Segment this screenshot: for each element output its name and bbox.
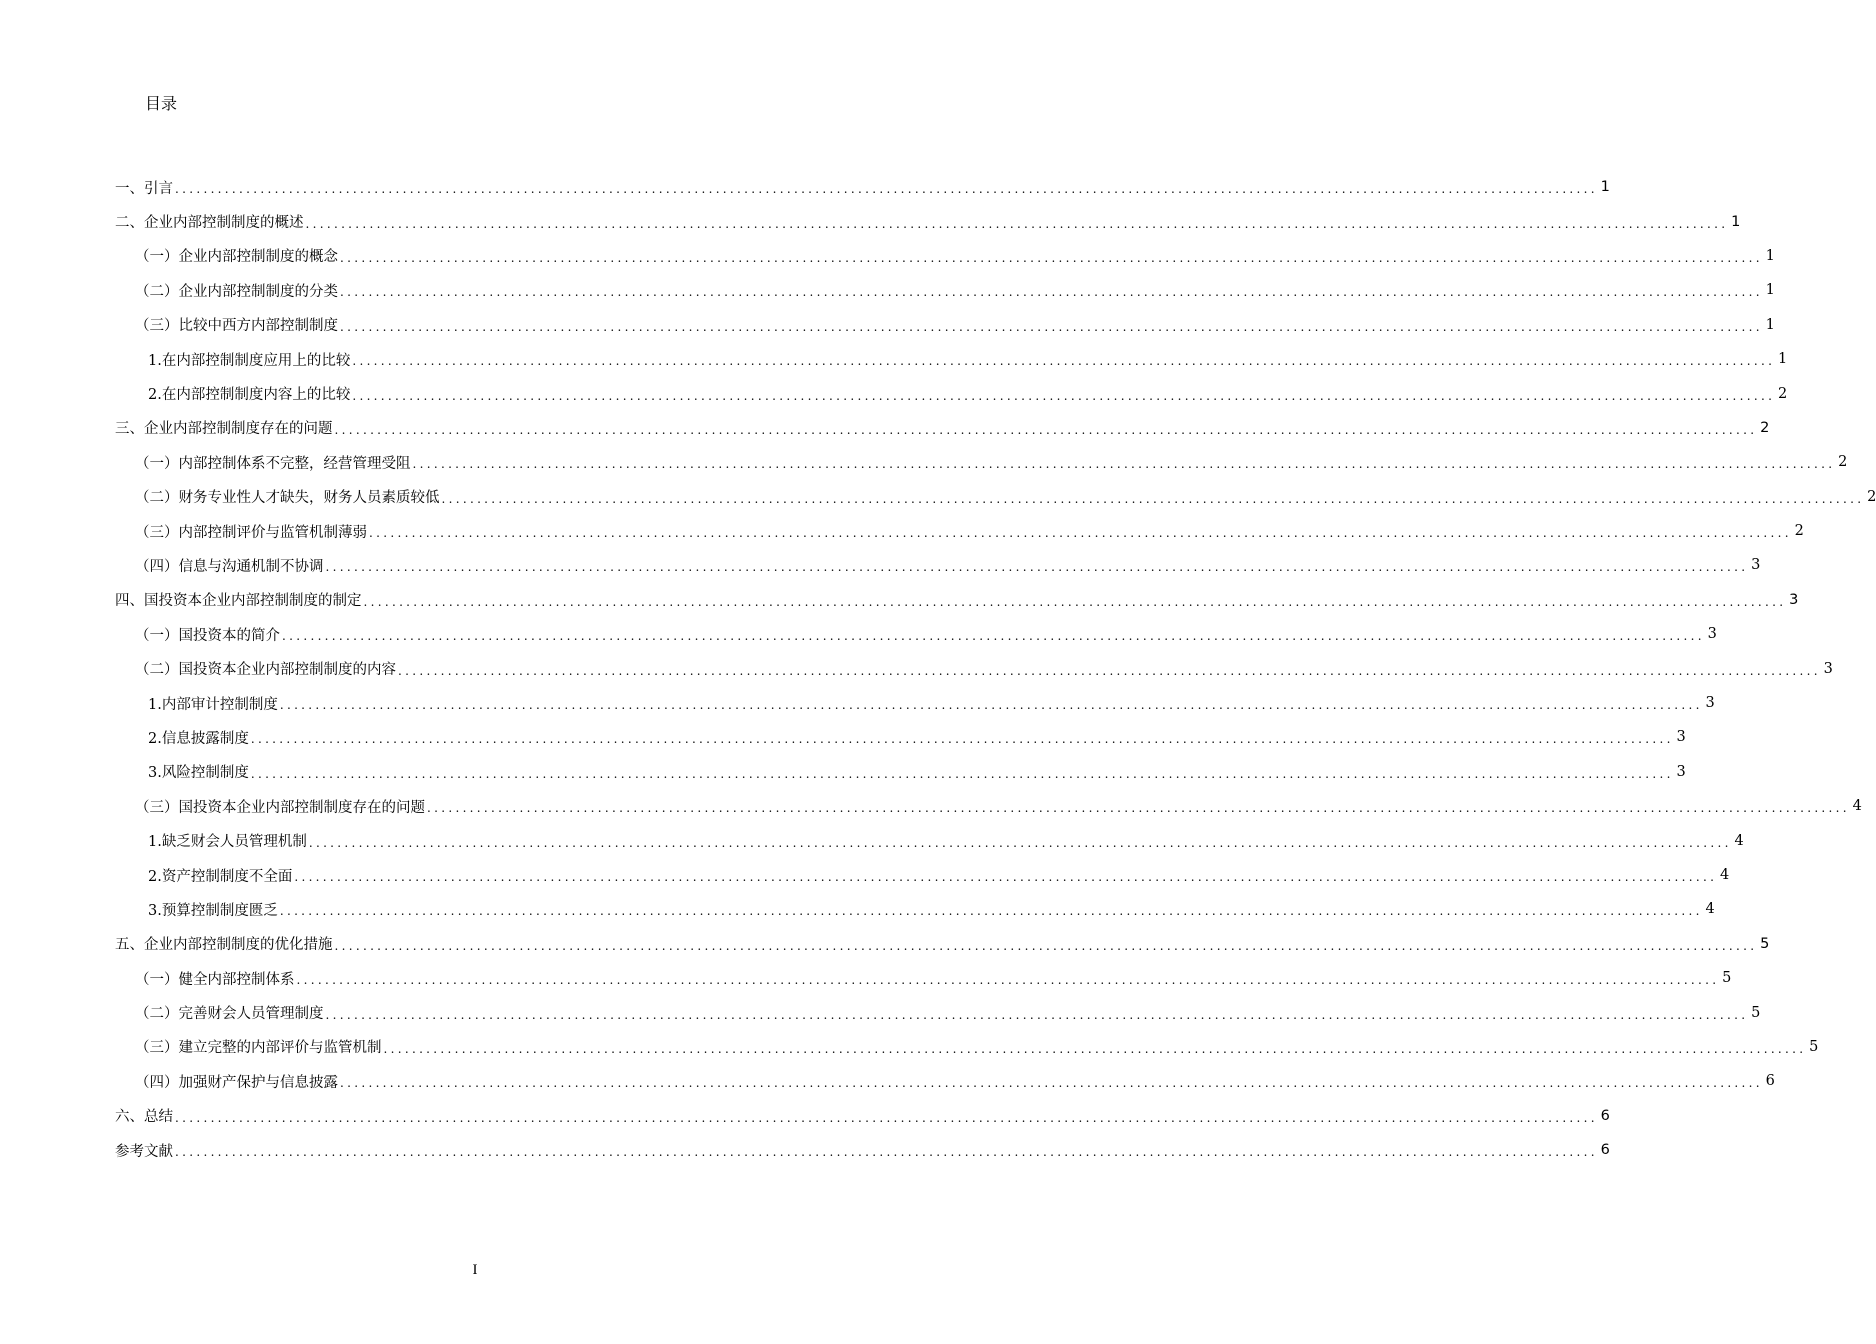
toc-entry[interactable]: [0, 617, 1717, 651]
toc-entry-title: 2.资产控制制度不全面: [148, 868, 293, 885]
toc-entry[interactable]: [0, 1030, 1819, 1064]
toc-dot-leader: ........................................................................................................................................................................................................: [363, 594, 1787, 609]
toc-entry[interactable]: [0, 204, 1741, 238]
toc-dot-leader: ........................................................................................................................................................................................................: [296, 973, 1720, 988]
toc-entry[interactable]: [0, 686, 1715, 720]
toc-entry[interactable]: [0, 927, 1770, 961]
toc-dot-leader: ........................................................................................................................................................................................................: [352, 354, 1776, 369]
toc-entry-title: （四）加强财产保护与信息披露: [135, 1074, 338, 1091]
toc-entry-title: 一、引言: [115, 180, 173, 197]
toc-entry[interactable]: [0, 583, 1799, 617]
toc-entry[interactable]: [0, 1099, 1610, 1133]
toc-entry-page-number: 1: [1765, 282, 1775, 299]
toc-entry-title: 3.风险控制制度: [148, 765, 249, 782]
toc-dot-leader: ........................................................................................................................................................................................................: [294, 870, 1718, 884]
toc-entry[interactable]: [0, 273, 1775, 307]
toc-entry[interactable]: [0, 514, 1804, 548]
toc-dot-leader: ........................................................................................................................................................................................................: [175, 1110, 1598, 1125]
toc-entry-page-number: 2: [1760, 419, 1770, 436]
toc-entry-page-number: 4: [1852, 798, 1862, 815]
toc-dot-leader: ........................................................................................................................................................................................................: [340, 1076, 1763, 1091]
toc-entry-title: 三、企业内部控制制度存在的问题: [115, 421, 333, 438]
toc-entry-page-number: 2: [1794, 523, 1804, 540]
toc-entry-title: （三）内部控制评价与监管机制薄弱: [135, 524, 367, 541]
toc-entry-title: 四、国投资本企业内部控制制度的制定: [115, 593, 362, 610]
toc-entry-title: 2.信息披露制度: [148, 730, 249, 747]
toc-entry[interactable]: [0, 1064, 1775, 1098]
toc-entry[interactable]: [0, 480, 1876, 514]
toc-entry-page-number: 1: [1765, 247, 1775, 264]
toc-entry[interactable]: [0, 170, 1610, 204]
toc-dot-leader: ........................................................................................................................................................................................................: [279, 904, 1703, 919]
toc-entry-title: 1.在内部控制制度应用上的比较: [148, 352, 351, 369]
toc-entry-title: （三）建立完整的内部评价与监管机制: [135, 1040, 382, 1057]
toc-entry-page-number: 6: [1765, 1073, 1775, 1090]
toc-entry-title: （一）健全内部控制体系: [135, 971, 295, 988]
toc-dot-leader: ........................................................................................................................................................................................................: [383, 1041, 1807, 1056]
toc-entry[interactable]: [0, 445, 1848, 479]
toc-dot-leader: ........................................................................................................................................................................................................: [441, 491, 1865, 506]
toc-heading: 目录: [145, 94, 178, 113]
toc-entry-page-number: 4: [1705, 901, 1715, 918]
toc-dot-leader: ........................................................................................................................................................................................................: [352, 388, 1776, 403]
toc-entry-page-number: 3: [1705, 695, 1715, 712]
toc-entry-page-number: 2: [1778, 385, 1788, 402]
toc-entry-title: 3.预算控制制度匮乏: [148, 902, 278, 919]
toc-entry[interactable]: [0, 823, 1744, 857]
toc-dot-leader: ........................................................................................................................................................................................................: [282, 629, 1705, 644]
toc-entry-page-number: 4: [1720, 867, 1730, 883]
toc-entry-page-number: 2: [1867, 488, 1876, 505]
toc-entry-title: 1.内部审计控制制度: [148, 696, 278, 713]
toc-entry-title: （二）完善财会人员管理制度: [135, 1006, 324, 1023]
toc-dot-leader: ........................................................................................................................................................................................................: [175, 1145, 1598, 1160]
toc-entry[interactable]: [0, 342, 1788, 376]
toc-entry[interactable]: [0, 1133, 1610, 1167]
toc-entry-title: （一）内部控制体系不完整，经营管理受阻: [135, 455, 411, 472]
toc-dot-leader: ........................................................................................................................................................................................................: [325, 560, 1749, 575]
toc-entry[interactable]: [0, 858, 1730, 892]
toc-entry-page-number: 1: [1600, 179, 1610, 196]
toc-dot-leader: ........................................................................................................................................................................................................: [305, 216, 1729, 231]
toc-entry[interactable]: [0, 376, 1788, 410]
toc-dot-leader: ........................................................................................................................................................................................................: [308, 835, 1732, 850]
toc-entry[interactable]: [0, 755, 1686, 789]
toc-entry[interactable]: [0, 961, 1732, 995]
toc-entry-title: （四）信息与沟通机制不协调: [135, 558, 324, 575]
toc-dot-leader: ........................................................................................................................................................................................................: [427, 801, 1850, 816]
toc-entry[interactable]: [0, 789, 1862, 823]
toc-entry-page-number: 3: [1676, 763, 1686, 780]
table-of-contents: [0, 170, 1876, 1167]
toc-dot-leader: ........................................................................................................................................................................................................: [325, 1007, 1749, 1022]
toc-dot-leader: ........................................................................................................................................................................................................: [369, 526, 1792, 541]
toc-entry[interactable]: [0, 651, 1833, 685]
toc-entry[interactable]: [0, 995, 1761, 1029]
toc-entry-title: （三）比较中西方内部控制制度: [135, 318, 338, 335]
toc-dot-leader: ........................................................................................................................................................................................................: [412, 457, 1836, 472]
toc-entry-page-number: 4: [1734, 832, 1744, 849]
toc-dot-leader: ........................................................................................................................................................................................................: [250, 732, 1674, 747]
toc-entry[interactable]: [0, 892, 1715, 926]
toc-entry-page-number: 5: [1809, 1038, 1819, 1055]
toc-entry-page-number: 3: [1823, 660, 1833, 677]
toc-entry-page-number: 1: [1765, 316, 1775, 333]
toc-entry-title: （二）国投资本企业内部控制制度的内容: [135, 662, 396, 679]
toc-entry-page-number: 5: [1722, 970, 1732, 987]
toc-entry-title: （三）国投资本企业内部控制制度存在的问题: [135, 799, 425, 816]
toc-dot-leader: ........................................................................................................................................................................................................: [340, 319, 1763, 334]
toc-entry[interactable]: [0, 239, 1775, 273]
toc-entry-page-number: 1: [1778, 351, 1788, 368]
toc-entry-title: （二）财务专业性人才缺失，财务人员素质较低: [135, 490, 440, 507]
toc-entry-page-number: 3: [1676, 729, 1686, 746]
toc-entry-page-number: 1: [1731, 213, 1741, 230]
toc-entry-page-number: 3: [1789, 591, 1799, 608]
toc-dot-leader: ........................................................................................................................................................................................................: [175, 182, 1598, 197]
toc-dot-leader: ........................................................................................................................................................................................................: [398, 663, 1821, 678]
toc-entry-page-number: 3: [1751, 557, 1761, 574]
toc-entry-title: 2.在内部控制制度内容上的比较: [148, 387, 351, 404]
toc-entry-title: 六、总结: [115, 1109, 173, 1126]
toc-entry-title: 五、企业内部控制制度的优化措施: [115, 937, 333, 954]
toc-dot-leader: ........................................................................................................................................................................................................: [334, 938, 1758, 953]
toc-entry-page-number: 3: [1707, 626, 1717, 643]
toc-entry-title: 参考文献: [115, 1143, 173, 1160]
toc-entry[interactable]: [0, 720, 1686, 754]
toc-entry-title: （一）企业内部控制制度的概念: [135, 249, 338, 266]
toc-entry-title: （一）国投资本的简介: [135, 627, 280, 644]
toc-entry-page-number: 5: [1751, 1004, 1761, 1021]
toc-entry-title: 1.缺乏财会人员管理机制: [148, 834, 307, 851]
toc-entry-page-number: 2: [1838, 454, 1848, 471]
toc-entry[interactable]: [0, 411, 1770, 445]
toc-entry-page-number: 6: [1600, 1142, 1610, 1159]
toc-entry-page-number: 5: [1760, 935, 1770, 952]
toc-entry-title: 二、企业内部控制制度的概述: [115, 215, 304, 232]
toc-dot-leader: ........................................................................................................................................................................................................: [340, 285, 1763, 300]
toc-entry-page-number: 6: [1600, 1107, 1610, 1124]
toc-entry[interactable]: [0, 308, 1775, 342]
toc-dot-leader: ........................................................................................................................................................................................................: [250, 766, 1674, 781]
toc-dot-leader: ........................................................................................................................................................................................................: [334, 422, 1758, 437]
page-number-footer: I: [472, 1262, 478, 1278]
toc-dot-leader: ........................................................................................................................................................................................................: [340, 250, 1763, 265]
toc-entry-title: （二）企业内部控制制度的分类: [135, 283, 338, 300]
toc-dot-leader: ........................................................................................................................................................................................................: [279, 698, 1703, 713]
toc-entry[interactable]: [0, 548, 1761, 582]
